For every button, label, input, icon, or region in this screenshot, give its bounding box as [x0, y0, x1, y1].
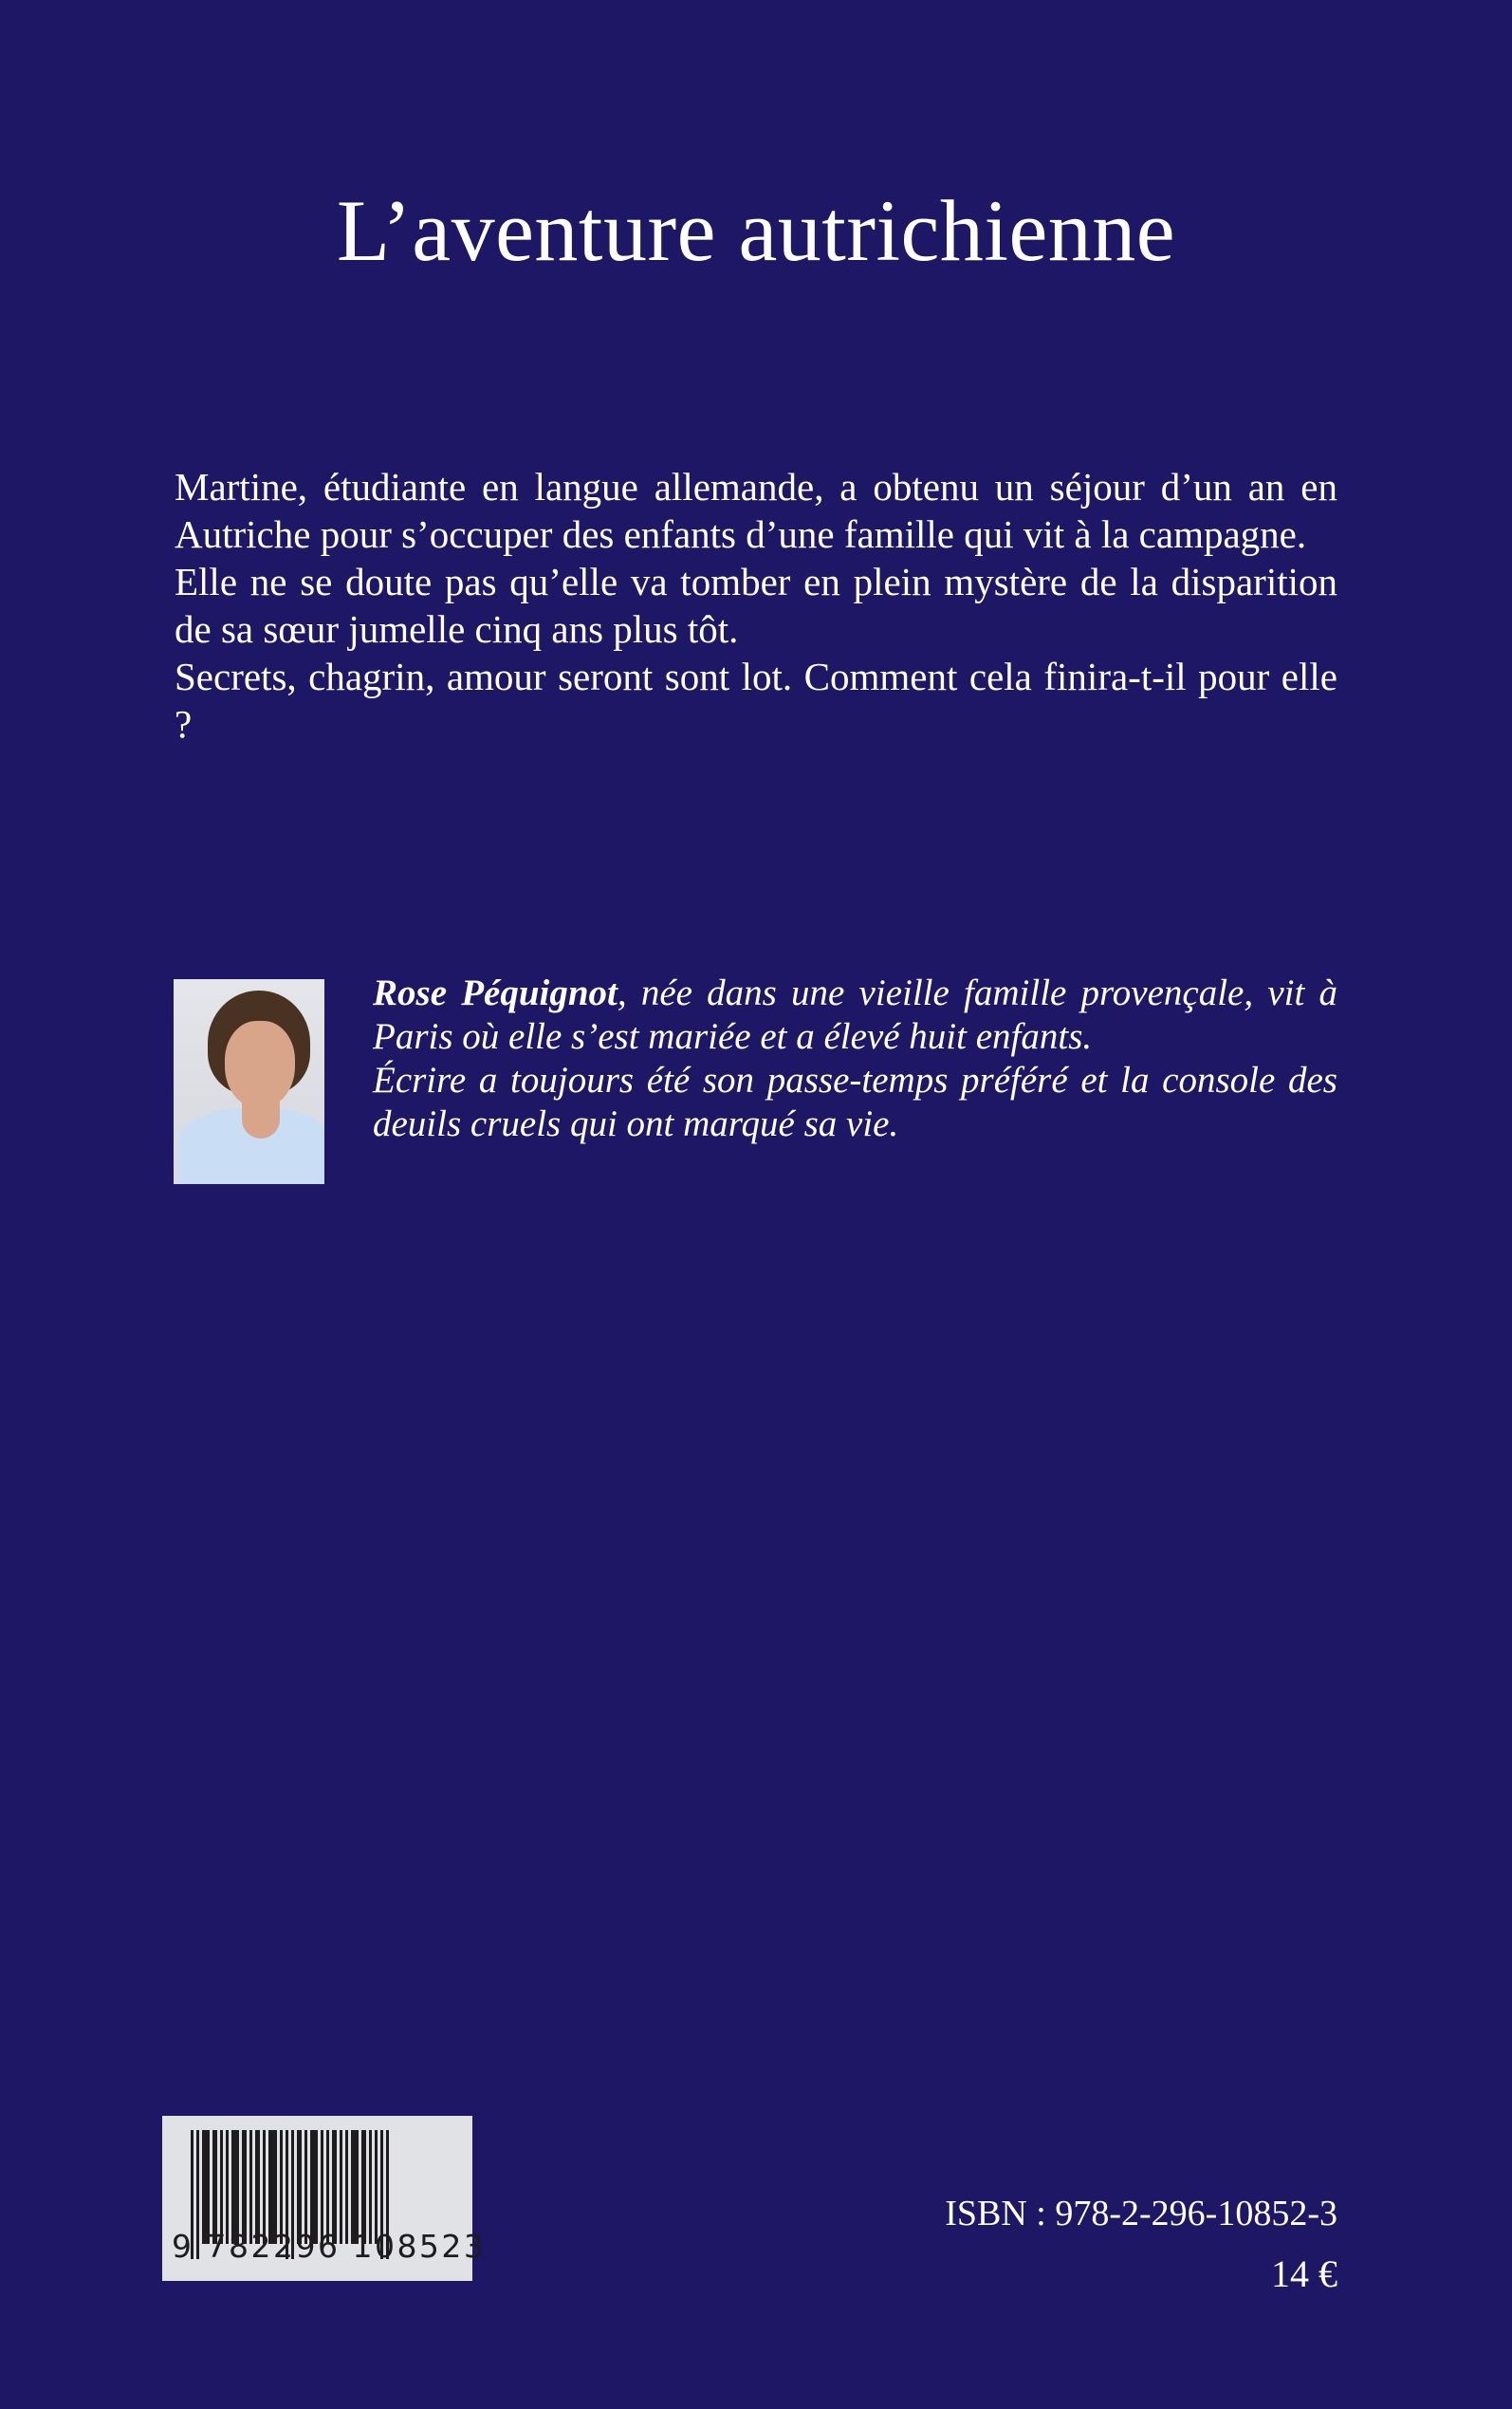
isbn-barcode — [162, 2116, 487, 2281]
author-photo — [174, 979, 324, 1184]
author-bio-paragraph-1 — [373, 972, 1337, 1059]
back-cover-blurb — [175, 463, 1337, 748]
blurb-paragraph-1: Martine, étudiante en langue allemande, a obtenu un séjour d’un an en Autriche pour s’occuper des enfants d’une famille qui vit à la campagne. — [175, 465, 1337, 556]
author-bio-paragraph-2: Écrire a toujours été son passe-temps préféré et la console des deuils cruels qui ont marqué sa vie. — [373, 1060, 1337, 1144]
barcode-digits: 9 782296 108523 — [172, 2228, 487, 2265]
author-bio-text: , née dans une vieille famille provençale, vit à Paris où elle s’est mariée et a élevé huit enfants. — [373, 973, 1337, 1057]
book-title: L’aventure autrichienne — [336, 182, 1176, 279]
photo-face — [225, 1021, 295, 1108]
blurb-paragraph-2: Elle ne se doute pas qu’elle va tomber en plein mystère de la disparition de sa sœur jumelle cinq ans plus tôt. — [175, 560, 1337, 651]
author-bio — [373, 972, 1337, 1146]
blurb-paragraph-3: Secrets, chagrin, amour seront sont lot. Comment cela finira-t-il pour elle ? — [175, 655, 1337, 746]
author-name: Rose Péquignot — [373, 973, 618, 1013]
isbn-number: ISBN : 978-2-296-10852-3 — [945, 2194, 1337, 2233]
price: 14 € — [1271, 2252, 1337, 2295]
